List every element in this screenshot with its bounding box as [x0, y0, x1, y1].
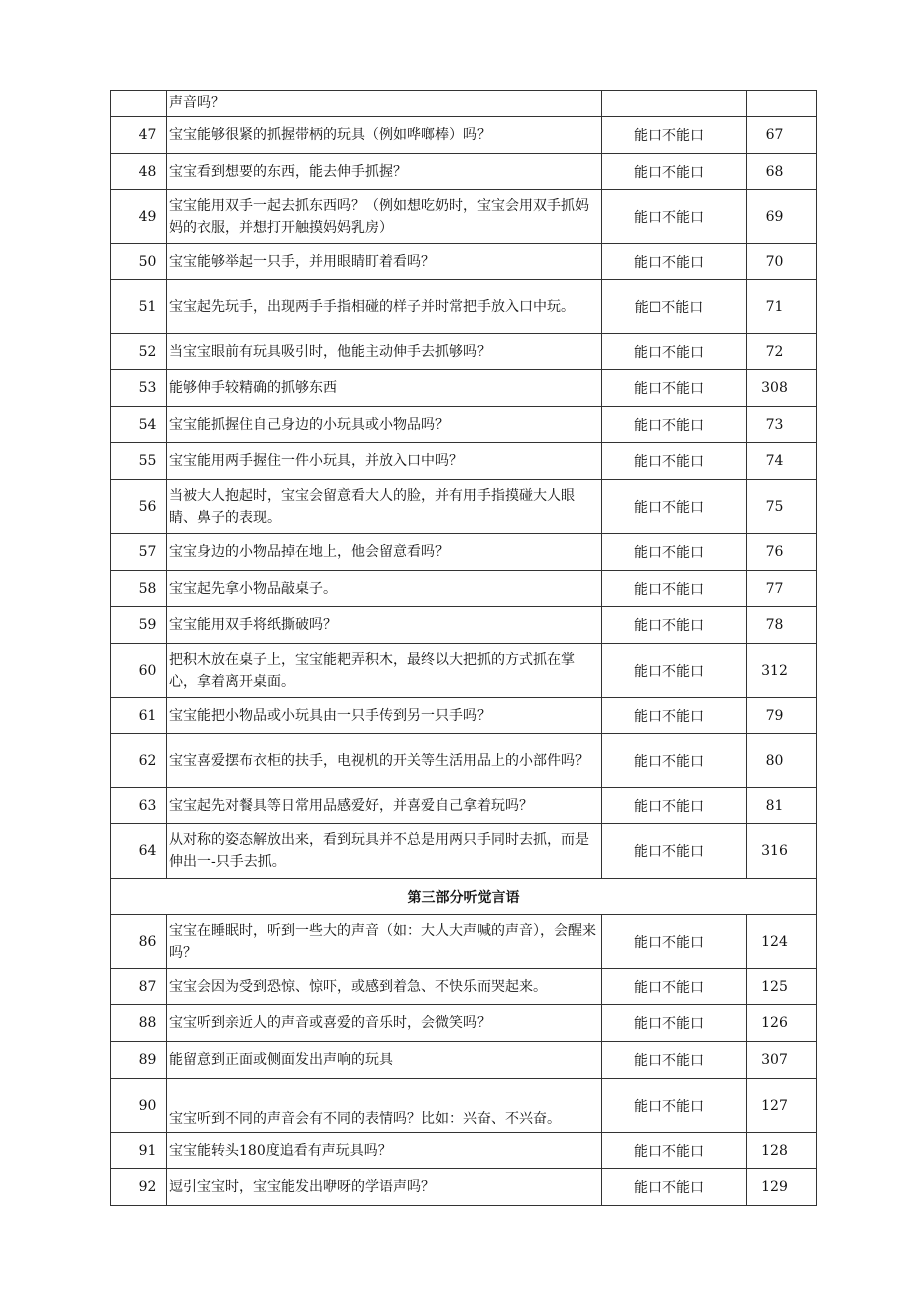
question-text: 宝宝能够举起一只手，并用眼睛盯着看吗？: [167, 244, 602, 280]
question-text: 当被大人抱起时，宝宝会留意看大人的脸，并有用手指摸碰大人眼睛、鼻子的表现。: [167, 480, 602, 534]
item-number: 63: [111, 788, 167, 824]
item-number: 57: [111, 534, 167, 571]
item-number: 91: [111, 1133, 167, 1169]
table-row: [111, 644, 817, 698]
table-row: [111, 534, 817, 571]
question-text: 宝宝能用两手握住一件小玩具，并放入口中吗？: [167, 443, 602, 480]
table-row: [111, 607, 817, 644]
answer-options: 能口不能口: [602, 244, 747, 280]
section-title: 第三部分听觉言语: [111, 879, 817, 915]
question-text: 从对称的姿态解放出来，看到玩具并不总是用两只手同时去抓，而是伸出一-只手去抓。: [167, 824, 602, 879]
answer-options: 能口不能口: [602, 534, 747, 571]
item-code: 67: [747, 117, 817, 154]
table-row: [111, 1133, 817, 1169]
item-code: 128: [747, 1133, 817, 1169]
question-text: 逗引宝宝时，宝宝能发出咿呀的学语声吗？: [167, 1169, 602, 1206]
answer-options: 能口不能口: [602, 117, 747, 154]
item-code: 69: [747, 190, 817, 244]
item-number: 51: [111, 280, 167, 334]
item-code: 78: [747, 607, 817, 644]
answer-options: 能口不能口: [602, 1042, 747, 1079]
item-code: 80: [747, 734, 817, 788]
answer-options: 能口不能口: [602, 407, 747, 443]
item-code: 76: [747, 534, 817, 571]
question-text: 把积木放在桌子上，宝宝能耙弄积木，最终以大把抓的方式抓在掌心，拿着离开桌面。: [167, 644, 602, 698]
answer-options: 能口不能口: [602, 370, 747, 407]
answer-options: 能口不能口: [602, 644, 747, 698]
item-number: 64: [111, 824, 167, 879]
item-number: 56: [111, 480, 167, 534]
table-row: [111, 788, 817, 824]
answer-options: 能口不能口: [602, 334, 747, 370]
item-number: 55: [111, 443, 167, 480]
table-row: [111, 1042, 817, 1079]
answer-options: 能口不能口: [602, 734, 747, 788]
item-number: 92: [111, 1169, 167, 1206]
table-row: [111, 91, 817, 117]
item-number: 50: [111, 244, 167, 280]
question-text: 宝宝听到亲近人的声音或喜爱的音乐时，会微笑吗？: [167, 1005, 602, 1042]
item-code: 126: [747, 1005, 817, 1042]
answer-options: 能口不能口: [602, 571, 747, 607]
answer-options: [602, 91, 747, 117]
item-code: 312: [747, 644, 817, 698]
assessment-table: [110, 90, 817, 1206]
item-code: 72: [747, 334, 817, 370]
answer-options: 能口不能口: [602, 1079, 747, 1133]
table-row: [111, 698, 817, 734]
item-code: 124: [747, 915, 817, 969]
table-row: [111, 117, 817, 154]
answer-options: 能口不能口: [602, 969, 747, 1005]
item-number: 53: [111, 370, 167, 407]
item-code: 308: [747, 370, 817, 407]
question-text: 当宝宝眼前有玩具吸引时，他能主动伸手去抓够吗？: [167, 334, 602, 370]
section-row: [111, 879, 817, 915]
table-row: [111, 244, 817, 280]
item-number: 60: [111, 644, 167, 698]
table-row: [111, 280, 817, 334]
question-text: 宝宝会因为受到恐惊、惊吓，或感到着急、不快乐而哭起来。: [167, 969, 602, 1005]
item-code: 129: [747, 1169, 817, 1206]
table-row: [111, 443, 817, 480]
item-number: 61: [111, 698, 167, 734]
item-code: 70: [747, 244, 817, 280]
item-number: 89: [111, 1042, 167, 1079]
answer-options: 能口不能口: [602, 190, 747, 244]
question-text: 宝宝在睡眠时，听到一些大的声音（如：大人大声喊的声音），会醒来吗？: [167, 915, 602, 969]
table-row: [111, 824, 817, 879]
question-text: 宝宝起先对餐具等日常用品感爱好，并喜爱自己拿着玩吗？: [167, 788, 602, 824]
item-number: [111, 91, 167, 117]
item-code: 75: [747, 480, 817, 534]
answer-options: 能口不能口: [602, 788, 747, 824]
question-text: 宝宝能够很紧的抓握带柄的玩具（例如哗啷棒）吗？: [167, 117, 602, 154]
item-code: 79: [747, 698, 817, 734]
item-number: 90: [111, 1079, 167, 1133]
item-code: 74: [747, 443, 817, 480]
question-text: 宝宝起先拿小物品敲桌子。: [167, 571, 602, 607]
item-number: 49: [111, 190, 167, 244]
answer-options: 能☐不能口: [602, 280, 747, 334]
question-text: 宝宝听到不同的声音会有不同的表情吗？比如：兴奋、不兴奋。: [167, 1079, 602, 1133]
item-number: 87: [111, 969, 167, 1005]
answer-options: 能口不能口: [602, 443, 747, 480]
table-row: [111, 1169, 817, 1206]
item-number: 59: [111, 607, 167, 644]
item-number: 62: [111, 734, 167, 788]
item-number: 86: [111, 915, 167, 969]
answer-options: 能口不能口: [602, 1133, 747, 1169]
item-code: 81: [747, 788, 817, 824]
item-number: 52: [111, 334, 167, 370]
question-text: 宝宝能抓握住自己身边的小玩具或小物品吗？: [167, 407, 602, 443]
item-number: 54: [111, 407, 167, 443]
table-row: [111, 370, 817, 407]
item-code: 316: [747, 824, 817, 879]
question-text: 宝宝能用双手将纸撕破吗？: [167, 607, 602, 644]
table-row: [111, 915, 817, 969]
table-row: [111, 480, 817, 534]
answer-options: 能口不能口: [602, 698, 747, 734]
question-text: 宝宝能把小物品或小玩具由一只手传到另一只手吗？: [167, 698, 602, 734]
answer-options: 能口不能口: [602, 915, 747, 969]
assessment-table-body: [111, 91, 817, 1206]
item-number: 47: [111, 117, 167, 154]
table-row: [111, 334, 817, 370]
question-text: 能留意到正面或侧面发出声响的玩具: [167, 1042, 602, 1079]
item-code: 68: [747, 154, 817, 190]
item-code: 73: [747, 407, 817, 443]
table-row: [111, 969, 817, 1005]
question-text: 声音吗？: [167, 91, 602, 117]
answer-options: 能口不能口: [602, 480, 747, 534]
question-text: 宝宝看到想要的东西，能去伸手抓握？: [167, 154, 602, 190]
question-text: 宝宝起先玩手，出现两手手指相碰的样子并时常把手放入口中玩。: [167, 280, 602, 334]
answer-options: 能口不能口: [602, 607, 747, 644]
item-number: 48: [111, 154, 167, 190]
table-row: [111, 734, 817, 788]
answer-options: 能口不能口: [602, 824, 747, 879]
answer-options: 能口不能口: [602, 1005, 747, 1042]
item-code: [747, 91, 817, 117]
question-text: 宝宝能转头180度追看有声玩具吗？: [167, 1133, 602, 1169]
table-row: [111, 1005, 817, 1042]
question-text: 能够伸手较精确的抓够东西: [167, 370, 602, 407]
table-row: [111, 407, 817, 443]
question-text: 宝宝能用双手一起去抓东西吗？（例如想吃奶时，宝宝会用双手抓妈妈的衣服，并想打开触摸妈妈乳房）: [167, 190, 602, 244]
item-number: 88: [111, 1005, 167, 1042]
item-code: 127: [747, 1079, 817, 1133]
table-row: [111, 190, 817, 244]
table-row: [111, 571, 817, 607]
item-code: 77: [747, 571, 817, 607]
answer-options: 能口不能口: [602, 1169, 747, 1206]
table-row: [111, 154, 817, 190]
table-row: [111, 1079, 817, 1133]
item-number: 58: [111, 571, 167, 607]
question-text: 宝宝身边的小物品掉在地上，他会留意看吗？: [167, 534, 602, 571]
item-code: 71: [747, 280, 817, 334]
question-text: 宝宝喜爱摆布衣柜的扶手，电视机的开关等生活用品上的小部件吗？: [167, 734, 602, 788]
item-code: 307: [747, 1042, 817, 1079]
answer-options: 能口不能口: [602, 154, 747, 190]
item-code: 125: [747, 969, 817, 1005]
